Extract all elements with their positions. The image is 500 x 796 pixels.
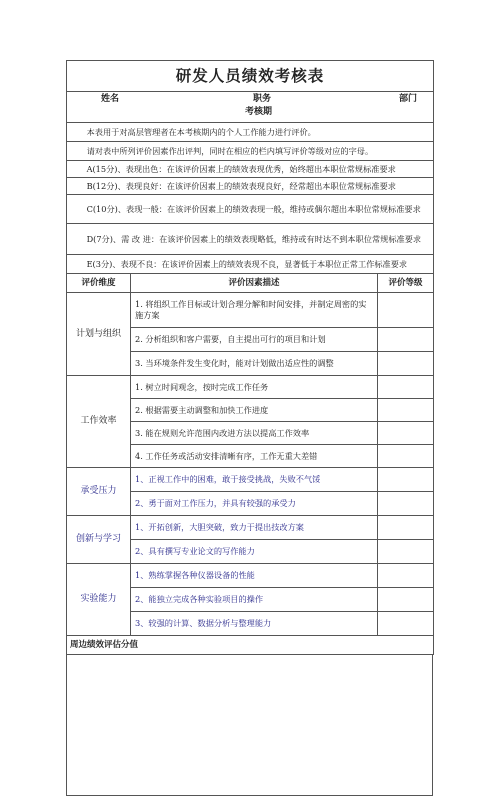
factor-item: 1. 树立时间观念，按时完成工作任务	[131, 376, 378, 399]
position-label: 职务	[253, 94, 272, 104]
grade-input-cell[interactable]	[378, 564, 434, 588]
grade-input-cell[interactable]	[378, 399, 434, 422]
appraisal-form	[66, 60, 433, 796]
grade-input-cell[interactable]	[378, 588, 434, 612]
grade-input-cell[interactable]	[378, 293, 434, 328]
grade-input-cell[interactable]	[378, 492, 434, 516]
header-info	[67, 92, 434, 123]
score-area[interactable]	[66, 655, 433, 796]
factor-item: 3. 能在规则允许范围内改进方法以提高工作效率	[131, 422, 378, 445]
grade-input-cell[interactable]	[378, 540, 434, 564]
factor-item: 2、具有撰写专业论文的写作能力	[131, 540, 378, 564]
grade-b: B(12分)、表现良好：在该评价因素上的绩效表现良好，经常超出本职位常规标准要求	[67, 178, 434, 195]
factor-item: 1、正视工作中的困难，敢于接受挑战，失败不气馁	[131, 468, 378, 492]
factor-item: 3. 当环境条件发生变化时，能对计划做出适应性的调整	[131, 352, 378, 376]
form-title: 研发人员绩效考核表	[67, 61, 434, 92]
col-header-dimension: 评价维度	[67, 274, 131, 293]
col-header-grade: 评价等级	[378, 274, 434, 293]
grade-a: A(15分)、表现出色：在该评价因素上的绩效表现优秀，始终超出本职位常规标准要求	[67, 161, 434, 178]
grade-input-cell[interactable]	[378, 445, 434, 468]
peripheral-score-label: 周边绩效评估分值	[67, 636, 434, 655]
dimension-pressure: 承受压力	[67, 468, 131, 516]
grade-input-cell[interactable]	[378, 328, 434, 352]
grade-input-cell[interactable]	[378, 376, 434, 399]
grade-input-cell[interactable]	[378, 468, 434, 492]
grade-e: E(3分)、表现不良：在该评价因素上的绩效表现不良，显著低于本职位正常工作标准要求	[67, 255, 434, 274]
grade-c: C(10分)、表现一般：在该评价因素上的绩效表现一般，维持或偶尔超出本职位常规标准要求	[67, 195, 434, 224]
grade-input-cell[interactable]	[378, 612, 434, 636]
grade-input-cell[interactable]	[378, 422, 434, 445]
factor-item: 2、勇于面对工作压力，并具有较强的承受力	[131, 492, 378, 516]
dimension-experiment: 实验能力	[67, 564, 131, 636]
factor-item: 3、较强的计算、数据分析与整理能力	[131, 612, 378, 636]
factor-item: 2、能独立完成各种实验项目的操作	[131, 588, 378, 612]
dimension-efficiency: 工作效率	[67, 376, 131, 468]
col-header-factor: 评价因素描述	[131, 274, 378, 293]
dimension-innovation: 创新与学习	[67, 516, 131, 564]
factor-item: 2. 根据需要主动调整和加快工作进度	[131, 399, 378, 422]
appraisal-table	[66, 60, 434, 655]
grade-d: D(7分)、需 改 进：在该评价因素上的绩效表现略低，维持或有时达不到本职位常规标准要求	[67, 224, 434, 255]
factor-item: 4. 工作任务或活动安排清晰有序，工作无重大差错	[131, 445, 378, 468]
instruction-how: 请对表中所列评价因素作出评判，同时在相应的栏内填写评价等级对应的字母。	[67, 142, 434, 161]
grade-input-cell[interactable]	[378, 516, 434, 540]
dept-label: 部门	[399, 94, 418, 104]
factor-item: 1. 将组织工作目标或计划合理分解和时间安排，并制定周密的实施方案	[131, 293, 378, 328]
dimension-planning: 计划与组织	[67, 293, 131, 376]
grade-input-cell[interactable]	[378, 352, 434, 376]
period-label: 考核期	[245, 107, 273, 117]
instruction-intro: 本表用于对高层管理者在本考核期内的个人工作能力进行评价。	[67, 123, 434, 142]
factor-item: 2. 分析组织和客户需要，自主提出可行的项目和计划	[131, 328, 378, 352]
name-label: 姓名	[101, 94, 120, 104]
factor-item: 1、熟练掌握各种仪器设备的性能	[131, 564, 378, 588]
factor-item: 1、开拓创新，大胆突破，致力于提出技改方案	[131, 516, 378, 540]
